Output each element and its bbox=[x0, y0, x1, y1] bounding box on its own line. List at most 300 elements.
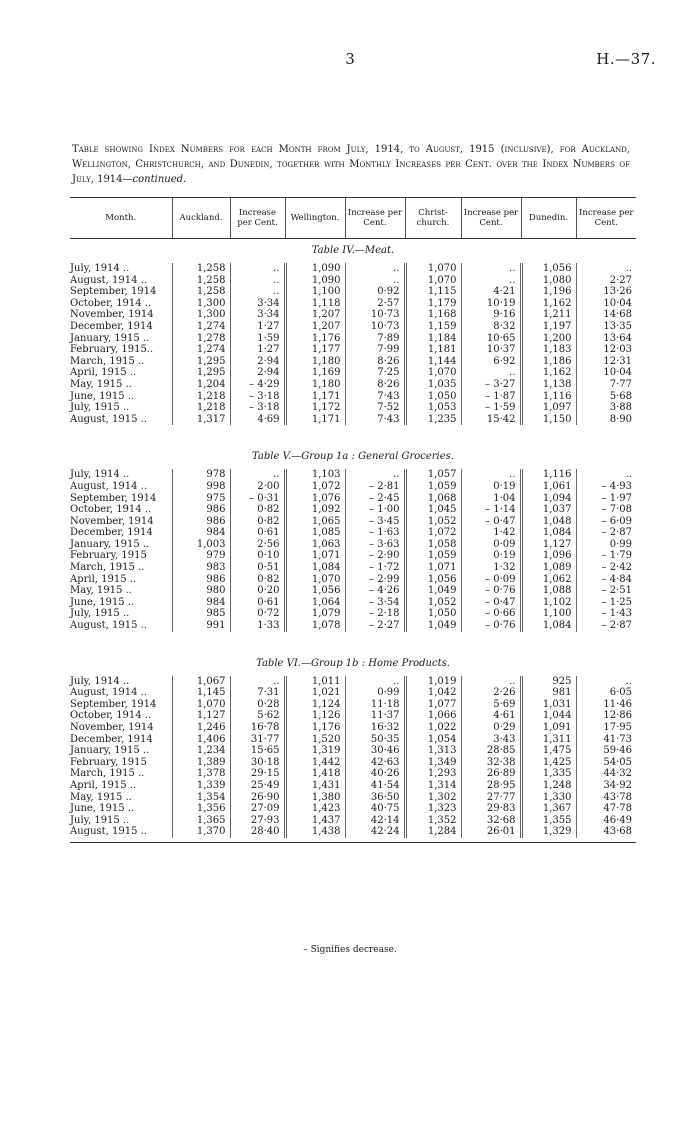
value-cell: 7·25 bbox=[345, 367, 405, 379]
value-cell: 1,090 bbox=[285, 275, 345, 287]
value-cell: 46·49 bbox=[576, 815, 636, 827]
value-cell: .. bbox=[461, 275, 521, 287]
section-spacer bbox=[70, 425, 636, 445]
value-cell: 27·09 bbox=[230, 803, 285, 815]
table-row bbox=[70, 356, 636, 368]
table-row bbox=[70, 367, 636, 379]
value-cell: 1,072 bbox=[285, 481, 345, 493]
table-row bbox=[70, 734, 636, 746]
value-cell: 27·77 bbox=[461, 792, 521, 804]
table-row bbox=[70, 585, 636, 597]
value-cell: 1,053 bbox=[405, 402, 461, 414]
value-cell: 1,052 bbox=[405, 516, 461, 528]
value-cell: 1·04 bbox=[461, 493, 521, 505]
value-cell: 7·43 bbox=[345, 414, 405, 426]
value-cell: 1,080 bbox=[521, 275, 576, 287]
value-cell: 1,183 bbox=[521, 344, 576, 356]
value-cell: 7·99 bbox=[345, 344, 405, 356]
month-cell: October, 1914 .. bbox=[70, 504, 152, 516]
value-cell: 13·35 bbox=[576, 321, 636, 333]
value-cell: 1,365 bbox=[172, 815, 230, 827]
value-cell: 6·92 bbox=[461, 356, 521, 368]
table-row bbox=[70, 539, 636, 551]
value-cell: 7·77 bbox=[576, 379, 636, 391]
value-cell: 1,065 bbox=[285, 516, 345, 528]
value-cell: 1,092 bbox=[285, 504, 345, 516]
table-row bbox=[70, 597, 636, 609]
value-cell: 59·46 bbox=[576, 745, 636, 757]
value-cell: .. bbox=[230, 275, 285, 287]
value-cell: 1,127 bbox=[521, 539, 576, 551]
value-cell: 1,067 bbox=[172, 676, 230, 688]
value-cell: 29·15 bbox=[230, 768, 285, 780]
month-cell: May, 1915 .. bbox=[70, 791, 132, 803]
value-cell: 1,116 bbox=[521, 391, 576, 403]
value-cell: 41·54 bbox=[345, 780, 405, 792]
value-cell: – 4·93 bbox=[576, 481, 636, 493]
value-cell: 28·95 bbox=[461, 780, 521, 792]
value-cell: 1,100 bbox=[521, 608, 576, 620]
value-cell: 6·05 bbox=[576, 687, 636, 699]
value-cell: 5·62 bbox=[230, 710, 285, 722]
value-cell: 27·93 bbox=[230, 815, 285, 827]
month-cell: January, 1915 .. bbox=[70, 538, 150, 550]
month-cell: March, 1915 .. bbox=[70, 562, 145, 574]
value-cell: 986 bbox=[172, 574, 230, 586]
value-cell: 1,071 bbox=[405, 562, 461, 574]
table-header-row bbox=[70, 198, 636, 239]
month-cell: July, 1915 .. bbox=[70, 608, 130, 620]
table-body bbox=[70, 239, 636, 843]
value-cell: 40·75 bbox=[345, 803, 405, 815]
table-row bbox=[70, 608, 636, 620]
month-cell: April, 1915 .. bbox=[70, 573, 137, 585]
value-cell: 28·85 bbox=[461, 745, 521, 757]
month-cell: January, 1915 .. bbox=[70, 745, 150, 757]
value-cell: 1,389 bbox=[172, 757, 230, 769]
value-cell: 1,207 bbox=[285, 321, 345, 333]
month-cell: March, 1915 .. bbox=[70, 768, 145, 780]
value-cell: 16·78 bbox=[230, 722, 285, 734]
value-cell: 1,300 bbox=[172, 309, 230, 321]
value-cell: 4·21 bbox=[461, 286, 521, 298]
value-cell: 34·92 bbox=[576, 780, 636, 792]
value-cell: 1,057 bbox=[405, 469, 461, 481]
month-cell: May, 1915 .. bbox=[70, 378, 132, 390]
value-cell: 36·50 bbox=[345, 792, 405, 804]
value-cell: 1,339 bbox=[172, 780, 230, 792]
value-cell: 1,418 bbox=[285, 768, 345, 780]
value-cell: .. bbox=[461, 263, 521, 275]
value-cell: 1,100 bbox=[285, 286, 345, 298]
month-cell: September, 1914 bbox=[70, 698, 157, 710]
value-cell: 43·68 bbox=[576, 826, 636, 838]
value-cell: 10·65 bbox=[461, 333, 521, 345]
value-cell: .. bbox=[461, 676, 521, 688]
value-cell: 7·89 bbox=[345, 333, 405, 345]
value-cell: 0·82 bbox=[230, 516, 285, 528]
value-cell: 1,317 bbox=[172, 414, 230, 426]
section-title-row bbox=[70, 445, 636, 469]
section-title-row bbox=[70, 652, 636, 676]
value-cell: 1,050 bbox=[405, 391, 461, 403]
value-cell: 10·19 bbox=[461, 298, 521, 310]
month-cell: July, 1914 .. bbox=[70, 469, 130, 481]
value-cell: 1,037 bbox=[521, 504, 576, 516]
month-cell: February, 1915 bbox=[70, 550, 147, 562]
table-row bbox=[70, 414, 636, 426]
value-cell: 16·32 bbox=[345, 722, 405, 734]
value-cell: 43·78 bbox=[576, 792, 636, 804]
value-cell: 1,330 bbox=[521, 792, 576, 804]
section-title: Table V.—Group 1a : General Groceries. bbox=[252, 451, 454, 463]
month-cell: August, 1915 .. bbox=[70, 413, 147, 425]
table-row bbox=[70, 344, 636, 356]
table-row bbox=[70, 687, 636, 699]
value-cell: – 4·29 bbox=[230, 379, 285, 391]
month-cell: October, 1914 .. bbox=[70, 297, 152, 309]
value-cell: 1,085 bbox=[285, 527, 345, 539]
value-cell: – 3·54 bbox=[345, 597, 405, 609]
value-cell: 983 bbox=[172, 562, 230, 574]
value-cell: 1,070 bbox=[172, 699, 230, 711]
value-cell: 0·82 bbox=[230, 574, 285, 586]
value-cell: 0·20 bbox=[230, 585, 285, 597]
value-cell: 0·99 bbox=[345, 687, 405, 699]
table-row bbox=[70, 710, 636, 722]
value-cell: – 4·26 bbox=[345, 585, 405, 597]
value-cell: – 2·99 bbox=[345, 574, 405, 586]
value-cell: 10·04 bbox=[576, 298, 636, 310]
month-cell: December, 1914 bbox=[70, 733, 153, 745]
value-cell: 42·63 bbox=[345, 757, 405, 769]
value-cell: 1,218 bbox=[172, 391, 230, 403]
value-cell: – 1·79 bbox=[576, 550, 636, 562]
column-header: Auckland. bbox=[172, 198, 230, 239]
value-cell: – 1·97 bbox=[576, 493, 636, 505]
value-cell: 1·59 bbox=[230, 333, 285, 345]
value-cell: – 4·84 bbox=[576, 574, 636, 586]
value-cell: 1,258 bbox=[172, 286, 230, 298]
month-cell: July, 1914 .. bbox=[70, 675, 130, 687]
value-cell: – 1·43 bbox=[576, 608, 636, 620]
value-cell: – 2·18 bbox=[345, 608, 405, 620]
value-cell: – 0·47 bbox=[461, 516, 521, 528]
value-cell: – 2·87 bbox=[576, 527, 636, 539]
table-title-suffix: continued. bbox=[132, 174, 187, 185]
value-cell: 0·28 bbox=[230, 699, 285, 711]
table-row bbox=[70, 333, 636, 345]
table-row bbox=[70, 504, 636, 516]
value-cell: 1,070 bbox=[405, 263, 461, 275]
value-cell: 9·16 bbox=[461, 309, 521, 321]
value-cell: 1,061 bbox=[521, 481, 576, 493]
value-cell: 25·49 bbox=[230, 780, 285, 792]
value-cell: 1,056 bbox=[405, 574, 461, 586]
table-title bbox=[72, 142, 630, 187]
value-cell: 1,246 bbox=[172, 722, 230, 734]
value-cell: 12·31 bbox=[576, 356, 636, 368]
value-cell: 998 bbox=[172, 481, 230, 493]
value-cell: 1,274 bbox=[172, 321, 230, 333]
value-cell: 975 bbox=[172, 493, 230, 505]
value-cell: 1,349 bbox=[405, 757, 461, 769]
value-cell: 1,145 bbox=[172, 687, 230, 699]
table-row bbox=[70, 275, 636, 287]
value-cell: 979 bbox=[172, 550, 230, 562]
index-numbers-table bbox=[70, 197, 636, 843]
value-cell: 1,138 bbox=[521, 379, 576, 391]
value-cell: – 3·63 bbox=[345, 539, 405, 551]
value-cell: 8·26 bbox=[345, 356, 405, 368]
value-cell: 1,063 bbox=[285, 539, 345, 551]
value-cell: 1,072 bbox=[405, 527, 461, 539]
value-cell: 1,116 bbox=[521, 469, 576, 481]
value-cell: 26·01 bbox=[461, 826, 521, 838]
value-cell: 1,176 bbox=[285, 333, 345, 345]
value-cell: 978 bbox=[172, 469, 230, 481]
value-cell: 32·68 bbox=[461, 815, 521, 827]
value-cell: 1,211 bbox=[521, 309, 576, 321]
value-cell: 41·73 bbox=[576, 734, 636, 746]
value-cell: 2·94 bbox=[230, 367, 285, 379]
value-cell: 1,021 bbox=[285, 687, 345, 699]
value-cell: 17·95 bbox=[576, 722, 636, 734]
value-cell: 0·61 bbox=[230, 597, 285, 609]
value-cell: 11·18 bbox=[345, 699, 405, 711]
value-cell: – 0·47 bbox=[461, 597, 521, 609]
value-cell: 0·82 bbox=[230, 504, 285, 516]
value-cell: 1,520 bbox=[285, 734, 345, 746]
value-cell: 1,278 bbox=[172, 333, 230, 345]
value-cell: 1,059 bbox=[405, 550, 461, 562]
value-cell: 1·33 bbox=[230, 620, 285, 632]
value-cell: 1,059 bbox=[405, 481, 461, 493]
month-cell: July, 1915 .. bbox=[70, 402, 130, 414]
value-cell: 1,054 bbox=[405, 734, 461, 746]
value-cell: 8·32 bbox=[461, 321, 521, 333]
value-cell: 1,076 bbox=[285, 493, 345, 505]
column-header: Month. bbox=[70, 198, 172, 239]
table-row bbox=[70, 391, 636, 403]
table-row bbox=[70, 379, 636, 391]
value-cell: 0·29 bbox=[461, 722, 521, 734]
value-cell: 1,274 bbox=[172, 344, 230, 356]
value-cell: 1,354 bbox=[172, 792, 230, 804]
month-cell: August, 1915 .. bbox=[70, 620, 147, 632]
value-cell: 1,071 bbox=[285, 550, 345, 562]
value-cell: 1,056 bbox=[521, 263, 576, 275]
table-row bbox=[70, 722, 636, 734]
value-cell: – 3·27 bbox=[461, 379, 521, 391]
value-cell: 1,077 bbox=[405, 699, 461, 711]
value-cell: 3·34 bbox=[230, 298, 285, 310]
table-row bbox=[70, 527, 636, 539]
value-cell: 1,090 bbox=[285, 263, 345, 275]
value-cell: 1,031 bbox=[521, 699, 576, 711]
value-cell: 1,355 bbox=[521, 815, 576, 827]
value-cell: 1,181 bbox=[405, 344, 461, 356]
column-header: Increase per Cent. bbox=[461, 198, 521, 239]
value-cell: 3·43 bbox=[461, 734, 521, 746]
value-cell: 2·94 bbox=[230, 356, 285, 368]
section-title-row bbox=[70, 239, 636, 264]
value-cell: 1,293 bbox=[405, 768, 461, 780]
value-cell: – 2·27 bbox=[345, 620, 405, 632]
value-cell: 1,370 bbox=[172, 826, 230, 838]
value-cell: – 2·81 bbox=[345, 481, 405, 493]
month-cell: February, 1915 bbox=[70, 756, 147, 768]
value-cell: 984 bbox=[172, 527, 230, 539]
value-cell: 1,356 bbox=[172, 803, 230, 815]
month-cell: November, 1914 bbox=[70, 722, 154, 733]
value-cell: 1,127 bbox=[172, 710, 230, 722]
value-cell: 1,042 bbox=[405, 687, 461, 699]
table-row bbox=[70, 768, 636, 780]
month-cell: November, 1914 bbox=[70, 309, 154, 321]
value-cell: 28·40 bbox=[230, 826, 285, 838]
value-cell: 1,176 bbox=[285, 722, 345, 734]
value-cell: 8·90 bbox=[576, 414, 636, 426]
value-cell: 26·89 bbox=[461, 768, 521, 780]
value-cell: 1,314 bbox=[405, 780, 461, 792]
value-cell: 984 bbox=[172, 597, 230, 609]
value-cell: 1,070 bbox=[405, 275, 461, 287]
value-cell: 1,302 bbox=[405, 792, 461, 804]
value-cell: 0·51 bbox=[230, 562, 285, 574]
table-row bbox=[70, 745, 636, 757]
column-header: Wellington. bbox=[285, 198, 345, 239]
value-cell: 1,103 bbox=[285, 469, 345, 481]
value-cell: 1,068 bbox=[405, 493, 461, 505]
value-cell: 1,062 bbox=[521, 574, 576, 586]
page-number: 3 bbox=[345, 50, 355, 68]
value-cell: 1,186 bbox=[521, 356, 576, 368]
value-cell: 30·46 bbox=[345, 745, 405, 757]
table-row bbox=[70, 826, 636, 838]
value-cell: 1,207 bbox=[285, 309, 345, 321]
value-cell: 1,335 bbox=[521, 768, 576, 780]
value-cell: 4·61 bbox=[461, 710, 521, 722]
month-cell: July, 1914 .. bbox=[70, 263, 130, 274]
value-cell: 1,070 bbox=[285, 574, 345, 586]
value-cell: 1,150 bbox=[521, 414, 576, 426]
value-cell: 1,088 bbox=[521, 585, 576, 597]
value-cell: 1,179 bbox=[405, 298, 461, 310]
value-cell: 8·26 bbox=[345, 379, 405, 391]
table-bottom-rule bbox=[70, 838, 636, 843]
table-row bbox=[70, 263, 636, 275]
value-cell: 1·27 bbox=[230, 321, 285, 333]
table-row bbox=[70, 676, 636, 688]
value-cell: 1,049 bbox=[405, 620, 461, 632]
value-cell: 0·19 bbox=[461, 481, 521, 493]
table-row bbox=[70, 286, 636, 298]
value-cell: .. bbox=[345, 469, 405, 481]
value-cell: 1,084 bbox=[521, 620, 576, 632]
month-cell: September, 1914 bbox=[70, 492, 157, 504]
value-cell: 40·26 bbox=[345, 768, 405, 780]
value-cell: 0·72 bbox=[230, 608, 285, 620]
value-cell: .. bbox=[576, 469, 636, 481]
month-cell: June, 1915 .. bbox=[70, 390, 135, 402]
value-cell: 7·52 bbox=[345, 402, 405, 414]
value-cell: 1,084 bbox=[521, 527, 576, 539]
value-cell: – 7·08 bbox=[576, 504, 636, 516]
value-cell: 1,052 bbox=[405, 597, 461, 609]
table-row bbox=[70, 309, 636, 321]
value-cell: 1,425 bbox=[521, 757, 576, 769]
table-row bbox=[70, 402, 636, 414]
value-cell: 1,097 bbox=[521, 402, 576, 414]
column-header: Increase per Cent. bbox=[230, 198, 285, 239]
value-cell: 7·31 bbox=[230, 687, 285, 699]
value-cell: 1,329 bbox=[521, 826, 576, 838]
value-cell: 4·69 bbox=[230, 414, 285, 426]
month-cell: June, 1915 .. bbox=[70, 596, 135, 608]
value-cell: 1,079 bbox=[285, 608, 345, 620]
value-cell: – 6·09 bbox=[576, 516, 636, 528]
value-cell: 1,171 bbox=[285, 391, 345, 403]
month-cell: December, 1914 bbox=[70, 320, 153, 332]
value-cell: – 1·63 bbox=[345, 527, 405, 539]
value-cell: 1,003 bbox=[172, 539, 230, 551]
value-cell: 1,204 bbox=[172, 379, 230, 391]
value-cell: 1,431 bbox=[285, 780, 345, 792]
value-cell: 0·92 bbox=[345, 286, 405, 298]
value-cell: 7·43 bbox=[345, 391, 405, 403]
value-cell: 1,313 bbox=[405, 745, 461, 757]
value-cell: 1,378 bbox=[172, 768, 230, 780]
month-cell: January, 1915 .. bbox=[70, 332, 150, 344]
value-cell: 1,144 bbox=[405, 356, 461, 368]
value-cell: 3·34 bbox=[230, 309, 285, 321]
value-cell: 50·35 bbox=[345, 734, 405, 746]
value-cell: 13·26 bbox=[576, 286, 636, 298]
value-cell: 5·69 bbox=[461, 699, 521, 711]
month-cell: August, 1914 .. bbox=[70, 687, 147, 699]
table-row bbox=[70, 574, 636, 586]
value-cell: 26·90 bbox=[230, 792, 285, 804]
value-cell: 1,200 bbox=[521, 333, 576, 345]
value-cell: 986 bbox=[172, 516, 230, 528]
value-cell: 1,180 bbox=[285, 356, 345, 368]
value-cell: 980 bbox=[172, 585, 230, 597]
value-cell: 1,367 bbox=[521, 803, 576, 815]
value-cell: 1,438 bbox=[285, 826, 345, 838]
table-row bbox=[70, 792, 636, 804]
value-cell: 32·38 bbox=[461, 757, 521, 769]
value-cell: – 0·09 bbox=[461, 574, 521, 586]
value-cell: 12·86 bbox=[576, 710, 636, 722]
value-cell: .. bbox=[230, 676, 285, 688]
value-cell: 1,022 bbox=[405, 722, 461, 734]
value-cell: 1,089 bbox=[521, 562, 576, 574]
value-cell: 15·65 bbox=[230, 745, 285, 757]
value-cell: 1,196 bbox=[521, 286, 576, 298]
value-cell: – 1·25 bbox=[576, 597, 636, 609]
value-cell: 0·09 bbox=[461, 539, 521, 551]
value-cell: 0·61 bbox=[230, 527, 285, 539]
value-cell: 1,172 bbox=[285, 402, 345, 414]
value-cell: 1,162 bbox=[521, 367, 576, 379]
value-cell: 2·27 bbox=[576, 275, 636, 287]
value-cell: .. bbox=[461, 367, 521, 379]
month-cell: June, 1915 .. bbox=[70, 803, 135, 815]
table-row bbox=[70, 803, 636, 815]
value-cell: 1,066 bbox=[405, 710, 461, 722]
month-cell: April, 1915 .. bbox=[70, 779, 137, 791]
